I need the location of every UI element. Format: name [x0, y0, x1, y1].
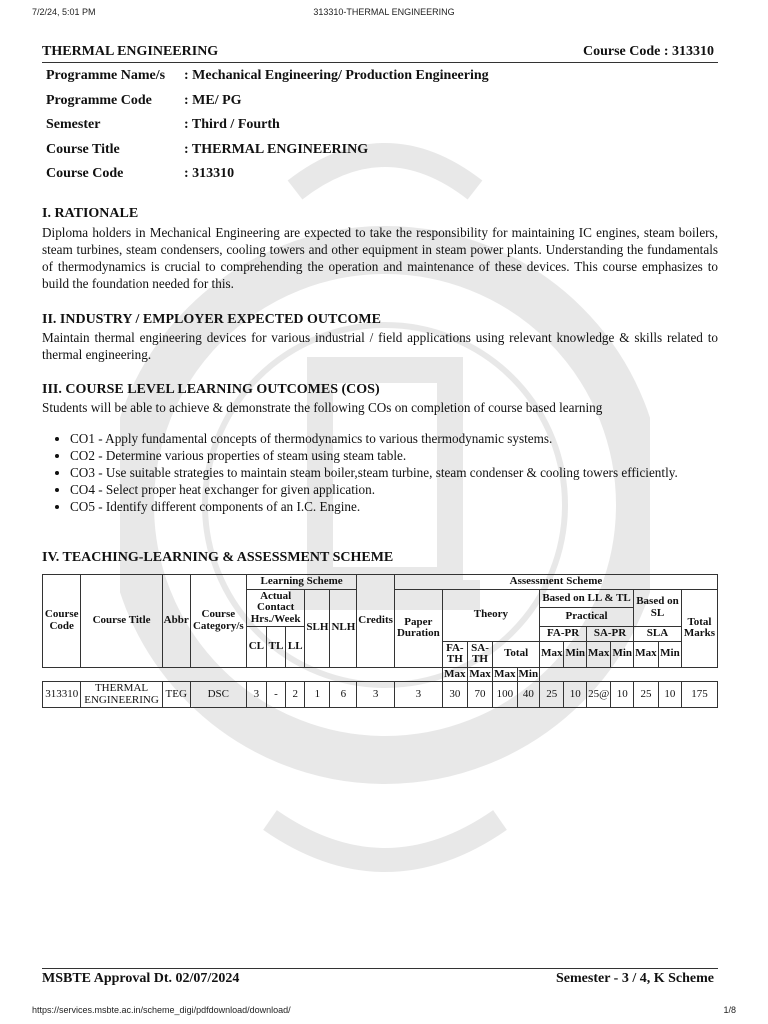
cell-ll: 2 [286, 682, 305, 708]
co-item: • CO5 - Identify different components of an I.C. Engine. [70, 498, 730, 515]
cell-total-max: 100 [493, 682, 517, 708]
th-slh: SLH [305, 589, 330, 667]
th-sla: SLA [634, 627, 682, 642]
teaching-assessment-table [42, 574, 718, 708]
info-value: : THERMAL ENGINEERING [184, 141, 369, 157]
th-min: Min [518, 667, 539, 680]
th-max: Max [587, 641, 611, 667]
th-max: Max [634, 641, 659, 667]
th-learning-scheme: Learning Scheme [246, 575, 356, 590]
th-assessment-scheme: Assessment Scheme [394, 575, 717, 590]
info-label: Course Title [46, 141, 120, 157]
th-course-category: Course Category/s [190, 575, 246, 668]
info-value: : ME/ PG [184, 92, 242, 108]
th-min: Min [564, 641, 587, 667]
cos-list [52, 430, 730, 515]
th-total: Total [493, 641, 540, 667]
cell-sa-th-max: 70 [467, 682, 492, 708]
th-min: Min [658, 641, 681, 667]
print-datetime: 7/2/24, 5:01 PM [32, 7, 96, 17]
th-max: Max [444, 667, 466, 680]
th-min: Min [611, 641, 634, 667]
programme-info [46, 68, 706, 191]
cell-fa-pr-max: 25 [540, 682, 564, 708]
info-value: : 313310 [184, 166, 235, 181]
info-row [46, 117, 706, 142]
cell-sa-pr-min: 10 [611, 682, 634, 708]
outcome-text: Maintain thermal engineering devices for various industrial / field applications using relevant knowledge & skills related to thermal engineering. [42, 330, 718, 362]
th-max: Max [494, 667, 516, 680]
document-header [42, 44, 718, 63]
info-row [46, 68, 706, 93]
th-total-marks: Total Marks [681, 589, 717, 667]
cell-category: DSC [190, 682, 246, 708]
th-tl: TL [266, 627, 285, 668]
semester-scheme: Semester - 3 / 4, K Scheme [556, 971, 714, 986]
th-practical: Practical [540, 608, 634, 627]
cell-paper-duration: 3 [394, 682, 442, 708]
document-title: THERMAL ENGINEERING [42, 44, 219, 59]
info-label: Programme Name/s [46, 68, 166, 83]
info-label: Semester [46, 117, 101, 132]
print-url: https://services.msbte.ac.in/scheme_digi/pdfdownload/download/ [32, 1005, 291, 1015]
document-footer [42, 968, 718, 989]
cell-fa-pr-min: 10 [564, 682, 587, 708]
th-nlh: NLH [330, 589, 357, 667]
outcome-heading: II. INDUSTRY / EMPLOYER EXPECTED OUTCOME [42, 312, 381, 327]
print-tab-title: 313310-THERMAL ENGINEERING [313, 7, 455, 17]
browser-print-footer [0, 998, 768, 1024]
cell-course-code: 313310 [43, 682, 81, 708]
th-based-on-ll-tl: Based on LL & TL [540, 589, 634, 608]
cell-sla-max: 25 [634, 682, 659, 708]
co-item: • CO4 - Select proper heat exchanger for given application. [70, 481, 730, 498]
cell-sa-pr-max: 25@ [587, 682, 611, 708]
info-label: Programme Code [46, 92, 152, 108]
th-max: Max [540, 641, 564, 667]
rationale-text: Diploma holders in Mechanical Engineering are expected to take the responsibility for maintaining IC engines, steam boilers, steam turbines, steam condensers, cooling towers and other equipment in steam power plants. Understanding the fundamentals of thermodynamics is crucial to comprehending the operation and maintenance of these devices. This course emphasizes to build the foundation needed for this. [42, 225, 718, 291]
th-cl: CL [246, 627, 266, 668]
th-course-title: Course Title [81, 575, 162, 668]
browser-print-header [0, 0, 768, 22]
cell-abbr: TEG [162, 682, 190, 708]
co-item: • CO2 - Determine various properties of steam using steam table. [70, 447, 730, 464]
info-row [46, 166, 706, 191]
cell-total-min: 40 [517, 682, 540, 708]
info-label: Course Code [46, 166, 124, 181]
cos-heading: III. COURSE LEVEL LEARNING OUTCOMES (COS) [42, 382, 380, 397]
th-actual-contact: Actual Contact Hrs./Week [246, 589, 305, 627]
cell-course-title: THERMAL ENGINEERING [81, 682, 162, 708]
th-based-on-sl: Based on SL [634, 589, 682, 627]
co-item: • CO3 - Use suitable strategies to maintain steam boiler,steam turbine, steam condenser & cooling towers efficiently. [70, 464, 730, 481]
th-credits: Credits [357, 575, 395, 668]
th-ll: LL [286, 627, 305, 668]
th-max: Max [469, 667, 491, 680]
cell-tl: - [266, 682, 285, 708]
cos-intro: Students will be able to achieve & demonstrate the following COs on completion of course based learning [42, 400, 603, 415]
cell-fa-th-max: 30 [442, 682, 467, 708]
th-fa-th: FA-TH [442, 641, 467, 667]
th-sa-pr: SA-PR [587, 627, 634, 642]
approval-date: MSBTE Approval Dt. 02/07/2024 [42, 971, 240, 986]
th-fa-pr: FA-PR [540, 627, 587, 642]
table-row [43, 682, 718, 708]
th-theory: Theory [442, 589, 539, 641]
th-paper-duration: Paper Duration [394, 589, 442, 667]
co-item: • CO1 - Apply fundamental concepts of thermodynamics to various thermodynamic systems. [70, 430, 730, 447]
info-value: : Mechanical Engineering/ Production Engineering [184, 68, 489, 83]
th-sa-th: SA-TH [467, 641, 492, 667]
info-row [46, 142, 706, 167]
page-indicator: 1/8 [723, 1005, 736, 1015]
cell-cl: 3 [246, 682, 266, 708]
th-course-code: Course Code [43, 575, 81, 668]
info-value: : Third / Fourth [184, 117, 280, 132]
rationale-heading: I. RATIONALE [42, 206, 139, 221]
info-row [46, 93, 706, 118]
cell-credits: 3 [357, 682, 395, 708]
th-abbr: Abbr [162, 575, 190, 668]
cell-nlh: 6 [330, 682, 357, 708]
header-course-code: Course Code : 313310 [582, 44, 714, 59]
cell-slh: 1 [305, 682, 330, 708]
scheme-heading: IV. TEACHING-LEARNING & ASSESSMENT SCHEME [42, 550, 394, 565]
cell-sla-min: 10 [658, 682, 681, 708]
cell-total-marks: 175 [681, 682, 717, 708]
